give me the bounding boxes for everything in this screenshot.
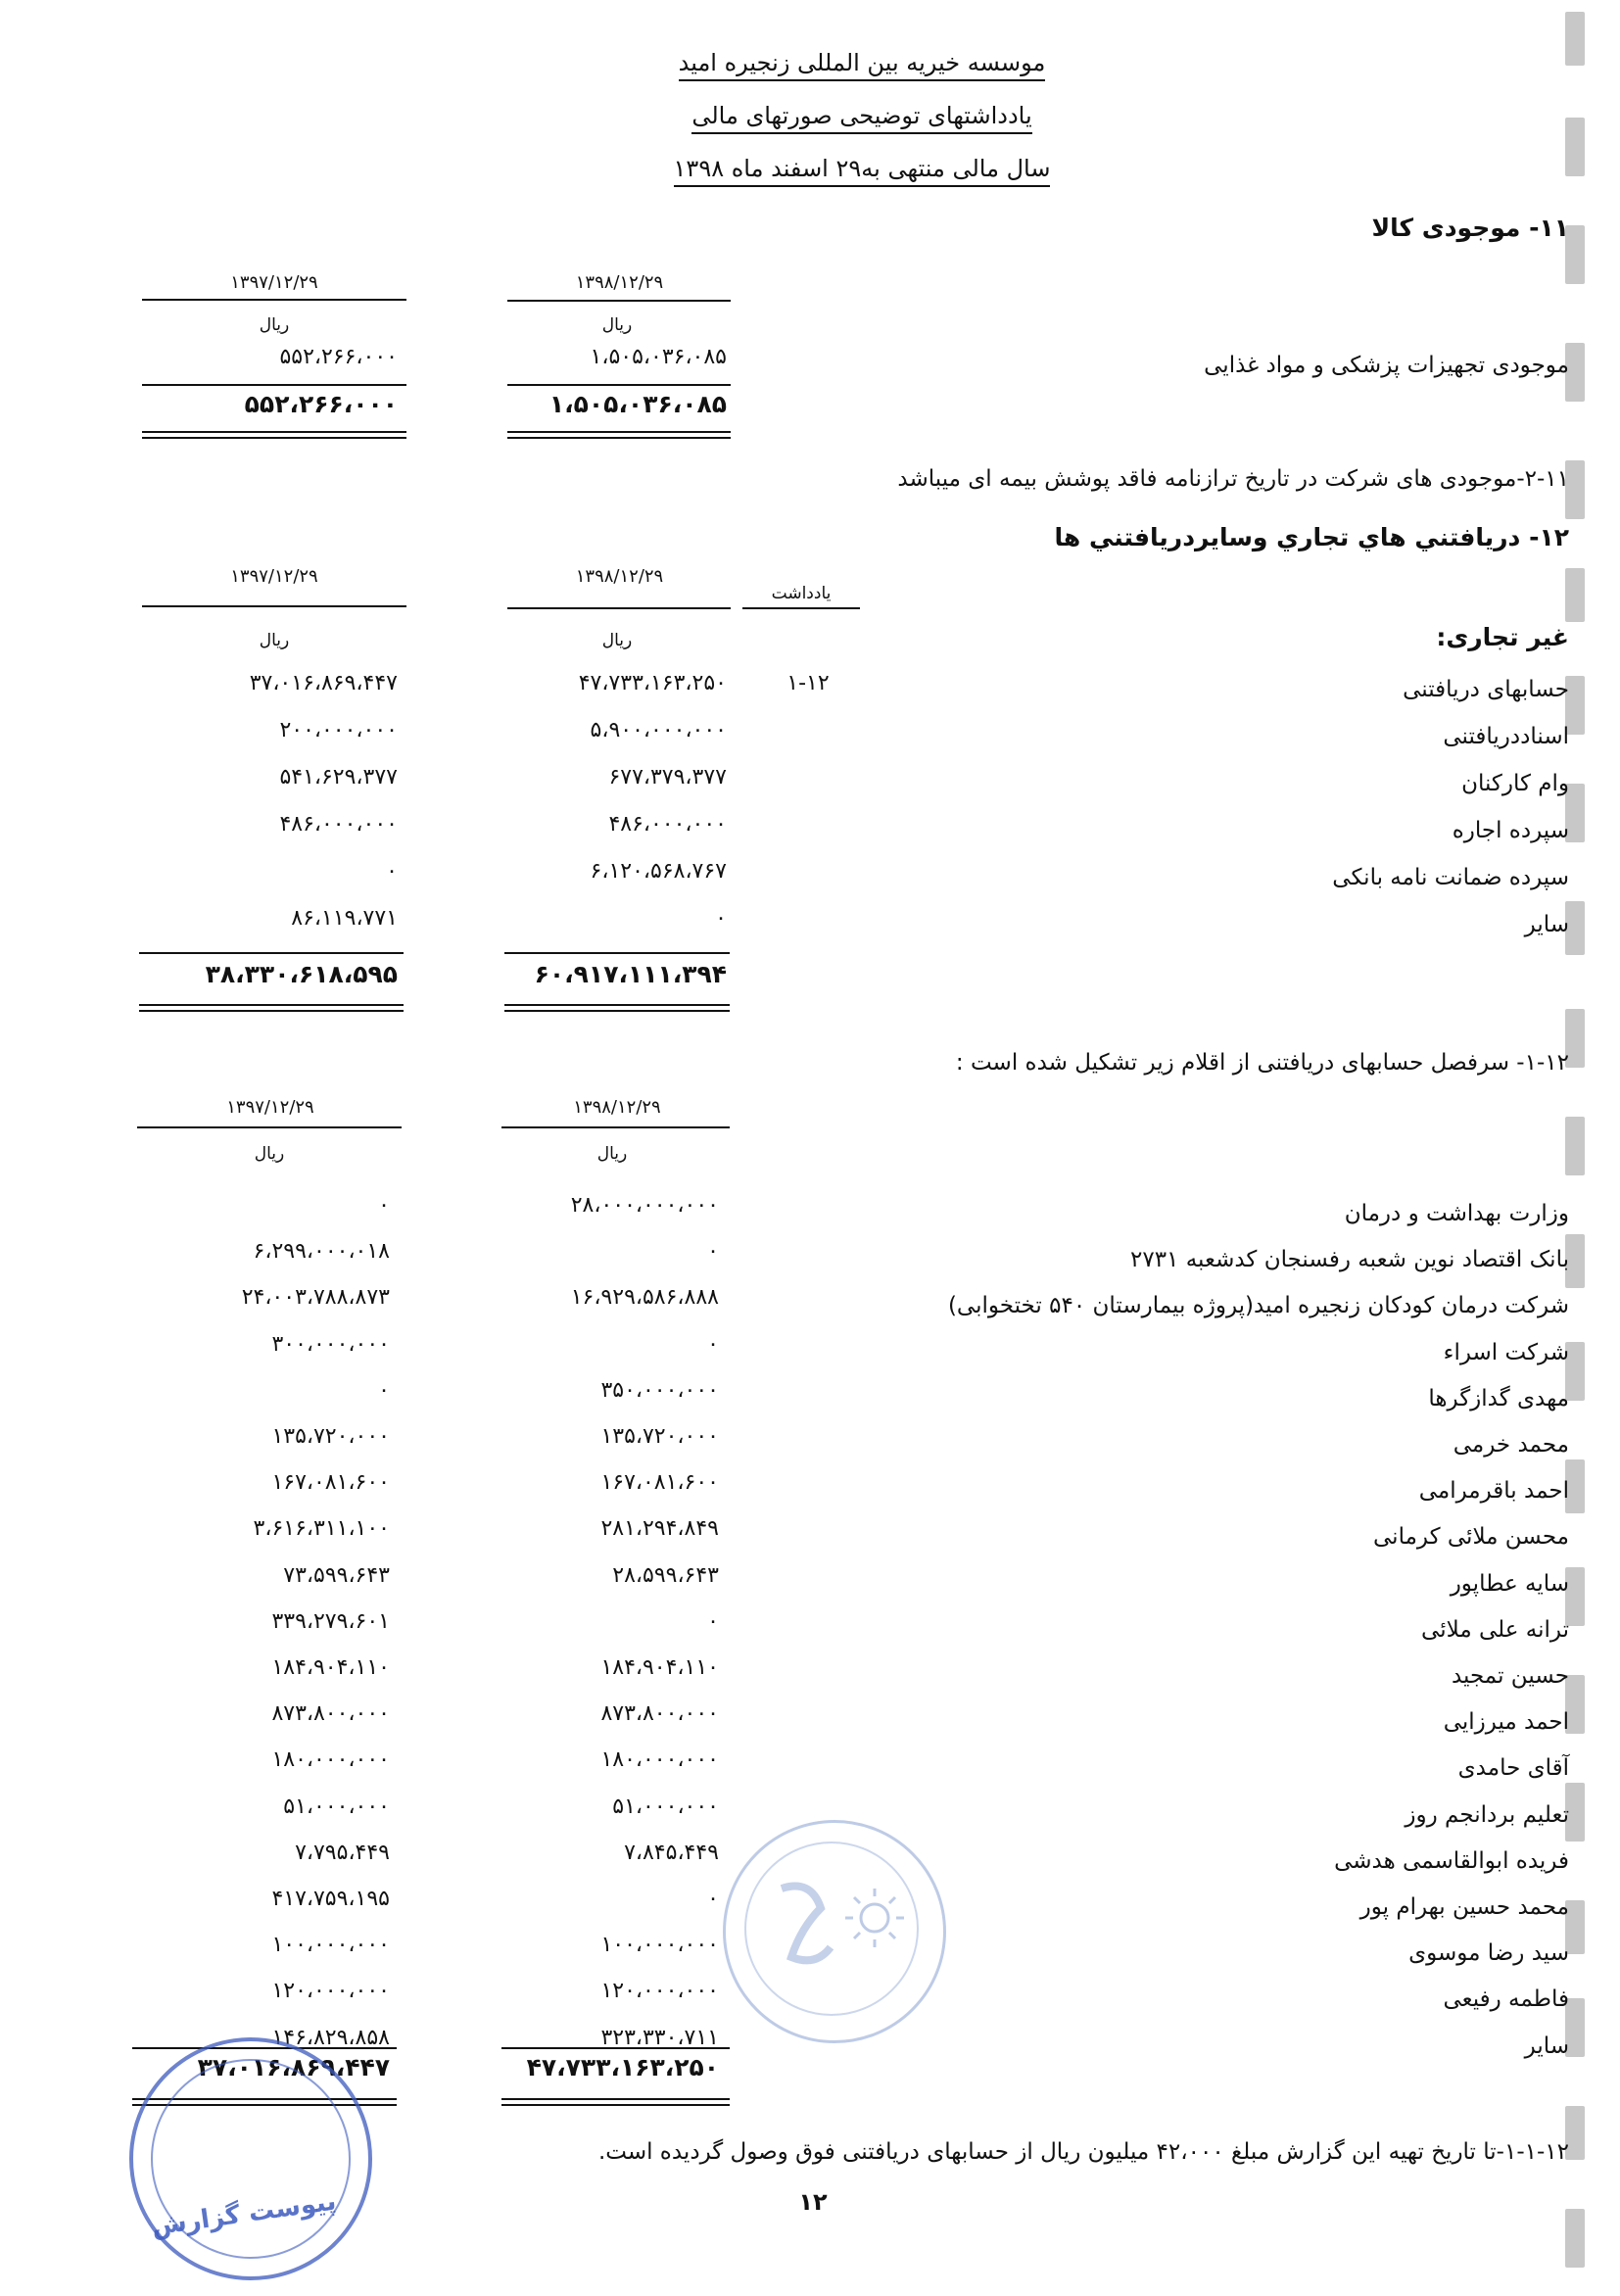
inventory-unit-current: ریال — [601, 315, 633, 335]
debtor-name: فاطمه رفیعی — [1443, 1986, 1569, 2012]
receivable-prior: ۰ — [386, 859, 398, 884]
receivables-unit-current: ریال — [601, 631, 633, 650]
debtor-prior: ۱۰۰،۰۰۰،۰۰۰ — [271, 1933, 390, 1957]
debtor-current: ۲۸،۰۰۰،۰۰۰،۰۰۰ — [570, 1193, 719, 1218]
debtor-name: احمد میرزایی — [1443, 1709, 1569, 1735]
debtor-prior: ۳،۶۱۶،۳۱۱،۱۰۰ — [253, 1516, 390, 1541]
debtor-current: ۳۲۳،۳۳۰،۷۱۱ — [600, 2026, 719, 2050]
debtor-current: ۱۸۰،۰۰۰،۰۰۰ — [600, 1747, 719, 1772]
debtor-current: ۱۸۴،۹۰۴،۱۱۰ — [600, 1655, 719, 1680]
inventory-total-current: ۱،۵۰۵،۰۳۶،۰۸۵ — [548, 390, 727, 418]
debtor-current: ۰ — [707, 1332, 719, 1357]
receivable-current: ۵،۹۰۰،۰۰۰،۰۰۰ — [590, 718, 727, 742]
inventory-total-prior: ۵۵۲،۲۶۶،۰۰۰ — [244, 390, 398, 418]
inventory-row-current: ۱،۵۰۵،۰۳۶،۰۸۵ — [590, 345, 727, 369]
debtor-name: حسین تمجید — [1451, 1663, 1569, 1689]
receivable-prior: ۲۰۰،۰۰۰،۰۰۰ — [279, 718, 398, 742]
debtor-prior: ۱۴۶،۸۲۹،۸۵۸ — [271, 2026, 390, 2050]
receivable-current: ۴۸۶،۰۰۰،۰۰۰ — [608, 812, 727, 837]
debtor-name: وزارت بهداشت و درمان — [1344, 1201, 1569, 1226]
receivable-current: ۰ — [715, 906, 727, 931]
receivable-note-ref: ۱-۱۲ — [786, 671, 830, 695]
receivable-label: حسابهای دریافتنی — [1403, 677, 1569, 702]
debtor-prior: ۳۰۰،۰۰۰،۰۰۰ — [271, 1332, 390, 1357]
breakdown-total-prior: ۳۷،۰۱۶،۸۶۹،۴۴۷ — [197, 2053, 390, 2081]
receivable-current: ۶۷۷،۳۷۹،۳۷۷ — [608, 765, 727, 789]
receivable-current: ۶،۱۲۰،۵۶۸،۷۶۷ — [590, 859, 727, 884]
debtor-prior: ۳۳۹،۲۷۹،۶۰۱ — [271, 1609, 390, 1634]
debtor-current: ۵۱،۰۰۰،۰۰۰ — [612, 1794, 719, 1819]
debtor-prior: ۱۸۰،۰۰۰،۰۰۰ — [271, 1747, 390, 1772]
debtor-name: مهدی گدازگرها — [1428, 1386, 1569, 1411]
receivable-current: ۴۷،۷۳۳،۱۶۳،۲۵۰ — [578, 671, 727, 695]
inventory-col-prior: ۱۳۹۷/۱۲/۲۹ — [230, 272, 318, 293]
debtor-current: ۱۳۵،۷۲۰،۰۰۰ — [600, 1424, 719, 1449]
debtor-current: ۰ — [707, 1239, 719, 1264]
document-title: یادداشتهای توضیحی صورتهای مالی — [0, 102, 1620, 129]
receivable-prior: ۸۶،۱۱۹،۷۷۱ — [291, 906, 398, 931]
debtor-prior: ۱۸۴،۹۰۴،۱۱۰ — [271, 1655, 390, 1680]
inventory-row-label: موجودی تجهیزات پزشکی و مواد غذایی — [1204, 353, 1569, 378]
receivable-prior: ۳۷،۰۱۶،۸۶۹،۴۴۷ — [249, 671, 398, 695]
receivables-col-note: یادداشت — [771, 584, 832, 603]
fiscal-period: سال مالی منتهی به۲۹ اسفند ماه ۱۳۹۸ — [0, 155, 1620, 182]
breakdown-col-prior: ۱۳۹۷/۱۲/۲۹ — [226, 1097, 314, 1118]
inventory-note: ۲-۱۱-موجودی های شرکت در تاریخ ترازنامه فاقد پوشش بیمه ای میباشد — [897, 466, 1569, 492]
debtor-name: محمد حسین بهرام پور — [1359, 1894, 1569, 1920]
receivable-label: سپرده اجاره — [1452, 818, 1569, 843]
debtor-name: ترانه علی ملائی — [1421, 1617, 1569, 1643]
debtor-prior: ۰ — [378, 1193, 390, 1218]
receivables-total-current: ۶۰،۹۱۷،۱۱۱،۳۹۴ — [534, 960, 727, 988]
debtor-current: ۰ — [707, 1887, 719, 1911]
debtor-name: فریده ابوالقاسمی هدشی — [1334, 1848, 1569, 1874]
breakdown-heading: ۱-۱۲- سرفصل حسابهای دریافتنی از اقلام زیر تشکیل شده است : — [955, 1050, 1569, 1076]
receivables-col-prior: ۱۳۹۷/۱۲/۲۹ — [230, 566, 318, 587]
breakdown-total-current: ۴۷،۷۳۳،۱۶۳،۲۵۰ — [526, 2053, 719, 2081]
receivables-col-current: ۱۳۹۸/۱۲/۲۹ — [575, 566, 664, 587]
org-name: موسسه خیریه بین المللی زنجیره امید — [0, 49, 1620, 76]
debtor-current: ۲۸۱،۲۹۴،۸۴۹ — [600, 1516, 719, 1541]
debtor-name: محسن ملائی کرمانی — [1373, 1524, 1569, 1550]
debtor-name: تعلیم بردانجم روز — [1405, 1802, 1569, 1828]
breakdown-footnote: ۱-۱-۱۲-تا تاریخ تهیه این گزارش مبلغ ۴۲،۰۰۰ میلیون ریال از حسابهای دریافتنی فوق وصول گردیده است. — [597, 2139, 1569, 2165]
debtor-name: احمد باقرمرامی — [1418, 1478, 1569, 1504]
breakdown-col-current: ۱۳۹۸/۱۲/۲۹ — [573, 1097, 661, 1118]
debtor-prior: ۰ — [378, 1378, 390, 1403]
debtor-prior: ۱۲۰،۰۰۰،۰۰۰ — [271, 1979, 390, 2003]
debtor-current: ۱۶،۹۲۹،۵۸۶،۸۸۸ — [570, 1285, 719, 1310]
debtor-current: ۱۰۰،۰۰۰،۰۰۰ — [600, 1933, 719, 1957]
receivables-heading: ۱۲- دريافتني هاي تجاري وسايردريافتني ها — [1054, 523, 1569, 551]
stamp-label: پیوست گزارش — [149, 2186, 338, 2242]
debtor-name: سایر — [1524, 2033, 1569, 2059]
receivable-label: وام کارکنان — [1461, 771, 1569, 796]
inventory-col-current: ۱۳۹۸/۱۲/۲۹ — [575, 272, 664, 293]
receivable-prior: ۴۸۶،۰۰۰،۰۰۰ — [279, 812, 398, 837]
receivables-subheading: غیر تجاری: — [1436, 623, 1569, 651]
debtor-prior: ۲۴،۰۰۳،۷۸۸،۸۷۳ — [241, 1285, 390, 1310]
debtor-current: ۱۲۰،۰۰۰،۰۰۰ — [600, 1979, 719, 2003]
debtor-name: محمد خرمی — [1453, 1432, 1569, 1458]
breakdown-unit-prior: ریال — [254, 1144, 285, 1164]
debtor-name: شرکت درمان کودکان زنجیره امید(پروژه بیمارستان ۵۴۰ تختخوابی) — [947, 1293, 1569, 1318]
inventory-row-prior: ۵۵۲،۲۶۶،۰۰۰ — [279, 345, 398, 369]
debtor-current: ۲۸،۵۹۹،۶۴۳ — [612, 1563, 719, 1588]
debtor-prior: ۴۱۷،۷۵۹،۱۹۵ — [271, 1887, 390, 1911]
debtor-prior: ۶،۲۹۹،۰۰۰،۰۱۸ — [253, 1239, 390, 1264]
debtor-name: آقای حامدی — [1457, 1755, 1569, 1781]
debtor-name: سایه عطاپور — [1450, 1571, 1569, 1597]
debtor-name: سید رضا موسوی — [1408, 1940, 1569, 1966]
debtor-current: ۸۷۳،۸۰۰،۰۰۰ — [600, 1701, 719, 1726]
inventory-unit-prior: ریال — [259, 315, 290, 335]
page-number: ۱۲ — [798, 2188, 828, 2216]
receivable-label: سایر — [1524, 912, 1569, 937]
debtor-prior: ۱۶۷،۰۸۱،۶۰۰ — [271, 1470, 390, 1495]
receivables-unit-prior: ریال — [259, 631, 290, 650]
debtor-prior: ۷۳،۵۹۹،۶۴۳ — [283, 1563, 390, 1588]
receivables-total-prior: ۳۸،۳۳۰،۶۱۸،۵۹۵ — [205, 960, 398, 988]
debtor-prior: ۷،۷۹۵،۴۴۹ — [295, 1841, 390, 1865]
debtor-name: بانک اقتصاد نوین شعبه رفسنجان کدشعبه ۲۷۳۱ — [1129, 1247, 1569, 1272]
inventory-heading: ۱۱- موجودی کالا — [1371, 214, 1569, 242]
debtor-prior: ۸۷۳،۸۰۰،۰۰۰ — [271, 1701, 390, 1726]
debtor-prior: ۵۱،۰۰۰،۰۰۰ — [283, 1794, 390, 1819]
debtor-current: ۳۵۰،۰۰۰،۰۰۰ — [600, 1378, 719, 1403]
debtor-prior: ۱۳۵،۷۲۰،۰۰۰ — [271, 1424, 390, 1449]
debtor-current: ۷،۸۴۵،۴۴۹ — [624, 1841, 719, 1865]
debtor-current: ۱۶۷،۰۸۱،۶۰۰ — [600, 1470, 719, 1495]
organization-seal — [723, 1820, 946, 2043]
debtor-current: ۰ — [707, 1609, 719, 1634]
debtor-name: شرکت اسراء — [1443, 1340, 1569, 1365]
receivable-label: اسناددریافتنی — [1443, 724, 1569, 749]
breakdown-unit-current: ریال — [596, 1144, 628, 1164]
receivable-label: سپرده ضمانت نامه بانکی — [1332, 865, 1569, 890]
receivable-prior: ۵۴۱،۶۲۹،۳۷۷ — [279, 765, 398, 789]
